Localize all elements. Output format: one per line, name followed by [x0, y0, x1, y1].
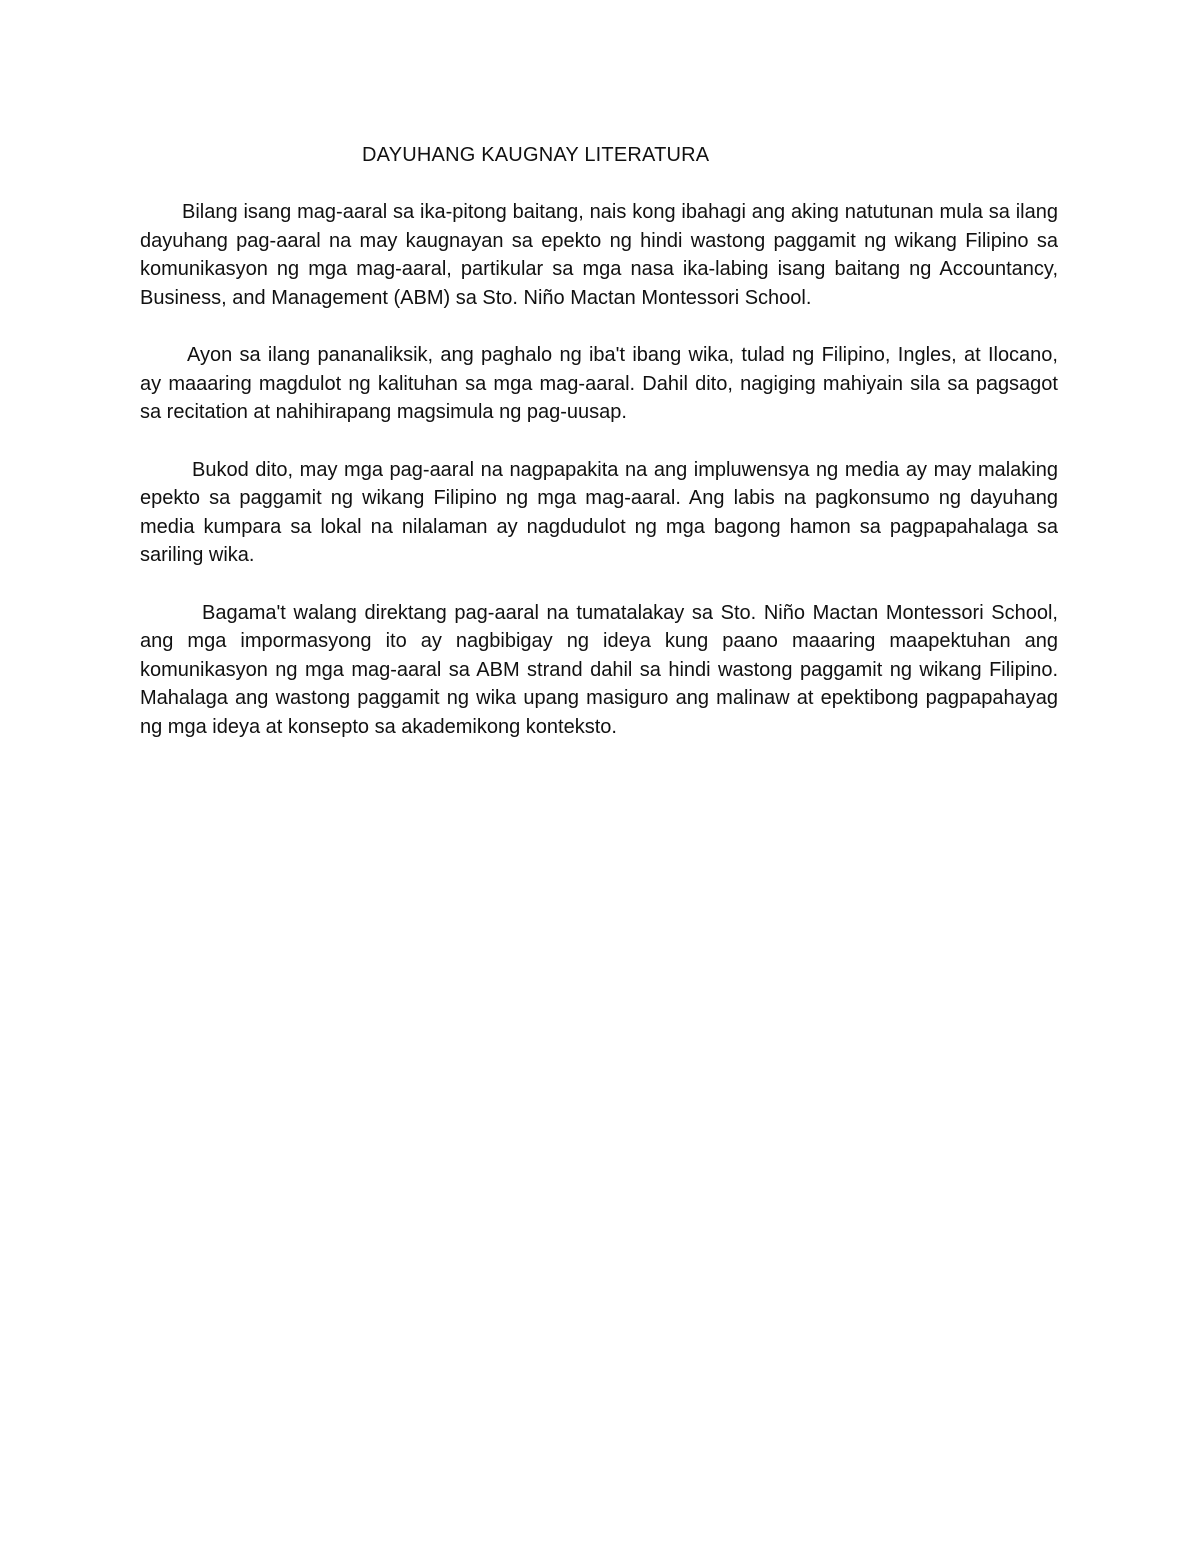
document-title: DAYUHANG KAUGNAY LITERATURA: [362, 144, 710, 166]
document-body: [140, 198, 1058, 770]
paragraph-1: Bilang isang mag-aaral sa ika-pitong baitang, nais kong ibahagi ang aking natutunan mula sa ilang dayuhang pag-aaral na may kaugnayan sa epekto ng hindi wastong paggamit ng wikang Filipino sa komunikasyon ng mga mag-aaral, partikular sa mga nasa ika-labing isang baitang ng Accountancy, Business, and Management (ABM) sa Sto. Niño Mactan Montessori School.: [140, 201, 1058, 309]
paragraph-2: Ayon sa ilang pananaliksik, ang paghalo ng iba't ibang wika, tulad ng Filipino, Ingles, at Ilocano, ay maaaring magdulot ng kalituhan sa mga mag-aaral. Dahil dito, nagiging mahiyain sila sa pagsagot sa recitation at nahihirapang magsimula ng pag-uusap.: [140, 344, 1058, 423]
paragraph-3: Bukod dito, may mga pag-aaral na nagpapakita na ang impluwensya ng media ay may malaking epekto sa paggamit ng wikang Filipino ng mga mag-aaral. Ang labis na pagkonsumo ng dayuhang media kumpara sa lokal na nilalaman ay nagdudulot ng mga bagong hamon sa pagpapahalaga sa sariling wika.: [140, 458, 1058, 566]
paragraph-4: Bagama't walang direktang pag-aaral na tumatalakay sa Sto. Niño Mactan Montessori School, ang mga impormasyong ito ay nagbibigay ng ideya kung paano maaaring maapektuhan ang komunikasyon ng mga mag-aaral sa ABM strand dahil sa hindi wastong paggamit ng wikang Filipino. Mahalaga ang wastong paggamit ng wika upang masiguro ang malinaw at epektibong pagpapahayag ng mga ideya at konsepto sa akademikong konteksto.: [140, 601, 1058, 738]
